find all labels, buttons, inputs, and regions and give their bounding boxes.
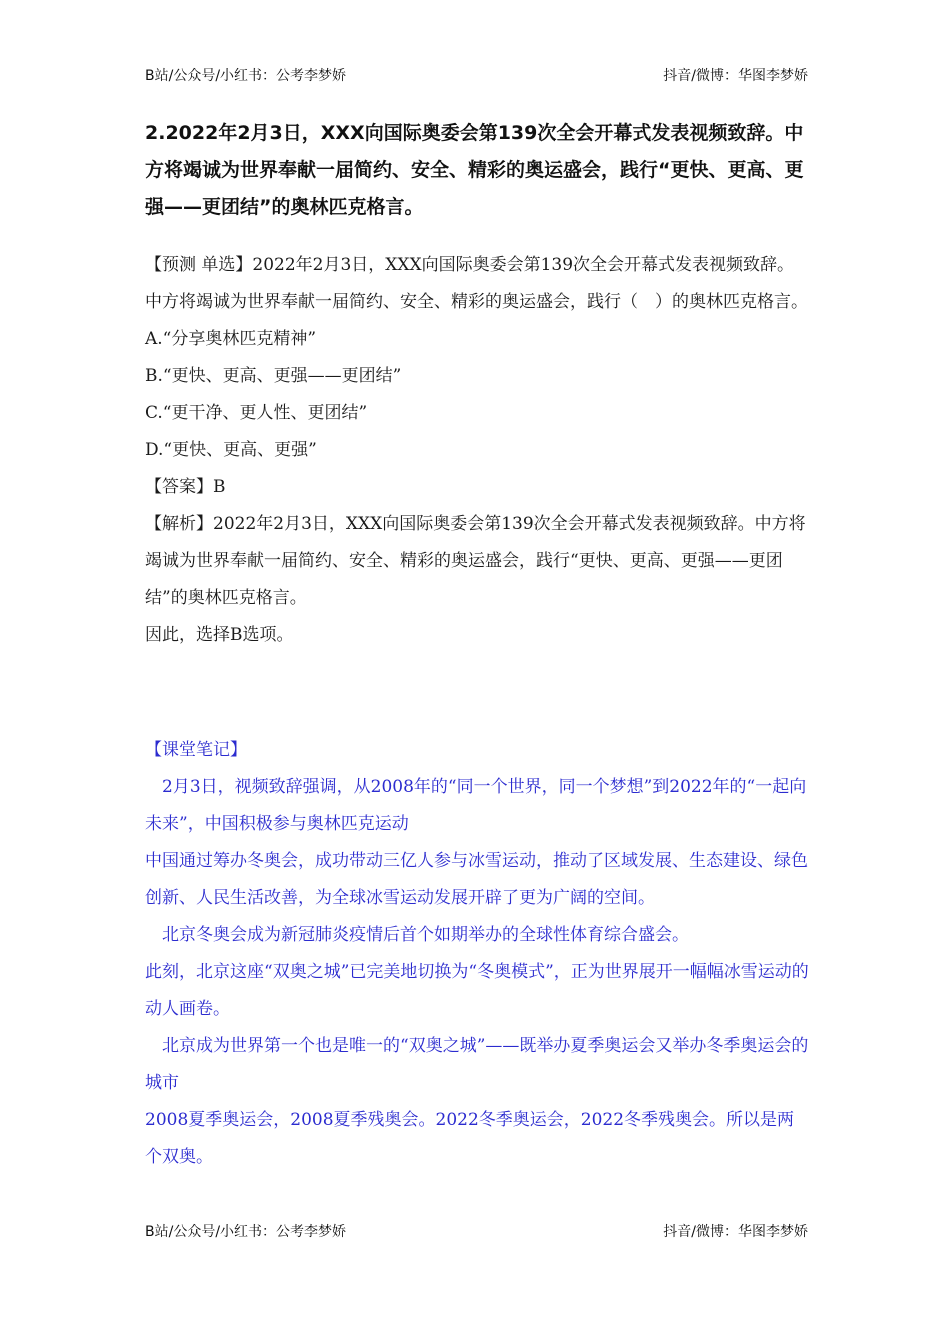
header-right-text: 抖音/微博：华图李梦娇 <box>663 68 808 84</box>
notes-paragraph-5: 北京成为世界第一个也是唯一的“双奥之城”——既举办夏季奥运会又举办冬季奥运会的城市 <box>145 1036 809 1093</box>
option-d: D.“更快、更高、更强” <box>145 440 317 460</box>
footer-left-text: B站/公众号/小红书：公考李梦娇 <box>145 1224 347 1240</box>
question-stem: 【预测 单选】2022年2月3日，XXX向国际奥委会第139次全会开幕式发表视频致辞。中方将竭诚为世界奉献一届简约、安全、精彩的奥运盛会，践行（ ）的奥林匹克格言。 <box>145 255 808 312</box>
notes-paragraph-1: 2月3日，视频致辞强调，从2008年的“同一个世界，同一个梦想”到2022年的“一起向未来”，中国积极参与奥林匹克运动 <box>145 777 807 834</box>
answer: 【答案】B <box>145 477 226 497</box>
option-b: B.“更快、更高、更强——更团结” <box>145 366 402 386</box>
class-notes <box>145 732 810 1176</box>
conclusion: 因此，选择B选项。 <box>145 625 294 645</box>
footer-right-text: 抖音/微博：华图李梦娇 <box>663 1224 808 1240</box>
notes-paragraph-2: 中国通过筹办冬奥会，成功带动三亿人参与冰雪运动，推动了区域发展、生态建设、绿色创新、人民生活改善，为全球冰雪运动发展开辟了更为广阔的空间。 <box>145 851 808 908</box>
option-c: C.“更干净、更人性、更团结” <box>145 403 368 423</box>
notes-paragraph-3: 北京冬奥会成为新冠肺炎疫情后首个如期举办的全球性体育综合盛会。 <box>162 925 689 945</box>
notes-heading: 【课堂笔记】 <box>145 740 247 760</box>
question-block <box>145 247 810 654</box>
notes-paragraph-4: 此刻，北京这座“双奥之城”已完美地切换为“冬奥模式”，正为世界展开一幅幅冰雪运动的动人画卷。 <box>145 962 809 1019</box>
analysis: 【解析】2022年2月3日，XXX向国际奥委会第139次全会开幕式发表视频致辞。中方将竭诚为世界奉献一届简约、安全、精彩的奥运盛会，践行“更快、更高、更强——更团结”的奥林匹克格言。 <box>145 514 806 608</box>
notes-paragraph-6: 2008夏季奥运会，2008夏季残奥会。2022冬季奥运会，2022冬季残奥会。所以是两个双奥。 <box>145 1110 795 1167</box>
header-left-text: B站/公众号/小红书：公考李梦娇 <box>145 68 347 84</box>
question-title: 2.2022年2月3日，XXX向国际奥委会第139次全会开幕式发表视频致辞。中方将竭诚为世界奉献一届简约、安全、精彩的奥运盛会，践行“更快、更高、更强——更团结”的奥林匹克格言。 <box>145 122 804 218</box>
option-a: A.“分享奥林匹克精神” <box>145 329 317 349</box>
